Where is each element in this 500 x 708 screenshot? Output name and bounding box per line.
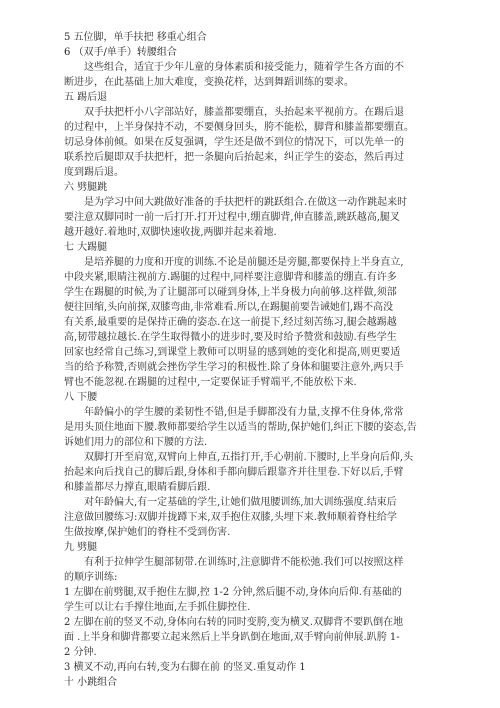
paragraph-line: 学生在踢腿的时候,为了让腿部可以碰到身体,上半身极力向前够.这样做,须部 [64,287,397,298]
paragraph-line: 年龄偏小的学生腰的柔韧性不错,但是手脚都没有力量,支撑不住身体,常常 [84,407,404,418]
paragraph-line: 联系控后腿即双手扶把杆，把一条腿向后抬起来，纠正学生的姿态，然后再过 [64,152,404,163]
list-item-line: 学生可以让右手撑住地面,左手抓住脚控住. [64,602,251,613]
paragraph-line: 切忌身体前倾。如果在反复强调，学生还是做不到位的情况下，可以先单一的 [64,137,404,148]
list-item-line: 1 左脚在前劈腿,双手抱住左脚,控 1-2 分钟,然后腿不动,身体向后仰.有基础的 [64,587,402,598]
paragraph-line: 双手扶把杆小八字部站好，膝盖都要绷直，头抬起来平视前方。在踢后退 [84,107,404,118]
paragraph-line: 的过程中，上半身保持不动，不要侧身回头，胯不能松，脚背和膝盖都要绷直。 [64,122,414,133]
paragraph-line: 便往回缩,头向前探,双膝弯曲,非常难看.所以,在踢腿前要告诫她们,踢不高没 [64,302,394,313]
document-page [64,30,444,690]
paragraph-line: 抬起来向后找自己的脚后跟,身体和手都向脚后跟靠齐并往里卷.下好以后,手臂 [64,467,404,478]
paragraph-line: 的顺序训练: [64,572,118,583]
paragraph-line: 双脚打开至肩宽,双臂向上伸直,五指打开,手心朝前.下腰时,上半身向后仰,头 [84,452,414,463]
list-item-line: 面 .上半身和脚背都要立起来然后上半身趴倒在地面,双手臂向前伸展.趴胯 1- [64,632,400,643]
paragraph-line: 和膝盖都尽力撑直,眼睛看脚后跟. [64,482,211,493]
list-item-line: 2 分钟. [64,647,97,658]
paragraph-line: 生做按摩,保护她们的脊柱不受到伤害. [64,527,231,538]
paragraph-line: 是培养腿的力度和开度的训练.不论是前腿还是旁腿,都要保持上半身直立, [84,257,404,268]
paragraph-line: 越开越好.着地时,双脚快速收拢,两脚并起来着地. [64,227,277,238]
paragraph-line: 要注意双脚同时一前一后打开.打开过程中,绷直脚背,伸直膝盖,跳跃越高,腿叉 [64,212,400,223]
paragraph-line: 有利于拉伸学生腿部韧带.在训练时,注意脚背不能松弛.我们可以按照这样 [84,557,404,568]
text-line: 5 五位脚，单手扶把 移重心组合 [64,32,207,43]
paragraph-line: 高,韧带越拉越长.在学生取得微小的进步时,要及时给予赞赏和鼓励.有些学生 [64,332,397,343]
section-heading: 九 劈腿 [64,542,98,553]
list-item-line: 2 左脚在前的竖叉不动,身体向右转的同时变胯,变为横叉.双脚背不要趴倒在地 [64,617,404,628]
paragraph-line: 臂也不能忽视.在踢腿的过程中,一定要保证手臂端平,不能放松下来. [64,377,357,388]
section-heading: 八 下腰 [64,392,98,403]
paragraph-line: 是为学习中间大跳做好准备的手扶把杆的跳跃组合.在做这一动作跳起来时 [84,197,408,208]
list-item-line: 3 横叉不动,再向右转,变为右脚在前 的竖叉.重复动作 1 [64,662,306,673]
section-heading: 六 劈腿跳 [64,182,108,193]
paragraph-line: 对年龄偏大,有一定基础的学生,让她们做甩腰训练,加大训练强度.结束后 [84,497,397,508]
paragraph-line: 这些组合，适宜于少年儿童的身体素质和接受能力，随着学生各方面的不 [84,62,404,73]
paragraph-line: 度到踢后退。 [64,167,124,178]
paragraph-line: 是用头顶住地面下腰.教师都要给学生以适当的帮助,保护她们,纠正下腰的姿态,告 [64,422,417,433]
paragraph-line: 有关系,最重要的是保持正确的姿态.在这一前提下,经过刻苦练习,腿会越踢越 [64,317,397,328]
section-heading: 七 大踢腿 [64,242,108,253]
paragraph-line: 当的给予称赞,否则就会挫伤学生学习的积极性.除了身体和腿要注意外,两只手 [64,362,404,373]
paragraph-line: 中段夹紧,眼睛注视前方.踢腿的过程中,同样要注意脚背和膝盖的绷直.有许多 [64,272,397,283]
section-heading: 五 踢后退 [64,92,108,103]
paragraph-line: 回家也经常自己练习,到课堂上教师可以明显的感到她的变化和提高,则更要适 [64,347,401,358]
paragraph-line: 注意做回腰练习:双脚并拢蹲下来,双手抱住双膝,头埋下来.教师顺着脊柱给学 [64,512,397,523]
section-heading: 十 小跳组合 [64,677,118,688]
section-heading: 6 （双手/单手）转腰组合 [64,47,177,58]
paragraph-line: 诉她们用力的部位和下腰的方法. [64,437,208,448]
paragraph-line: 断进步，在此基础上加大难度，变换花样，达到舞蹈训练的要求。 [64,77,354,88]
